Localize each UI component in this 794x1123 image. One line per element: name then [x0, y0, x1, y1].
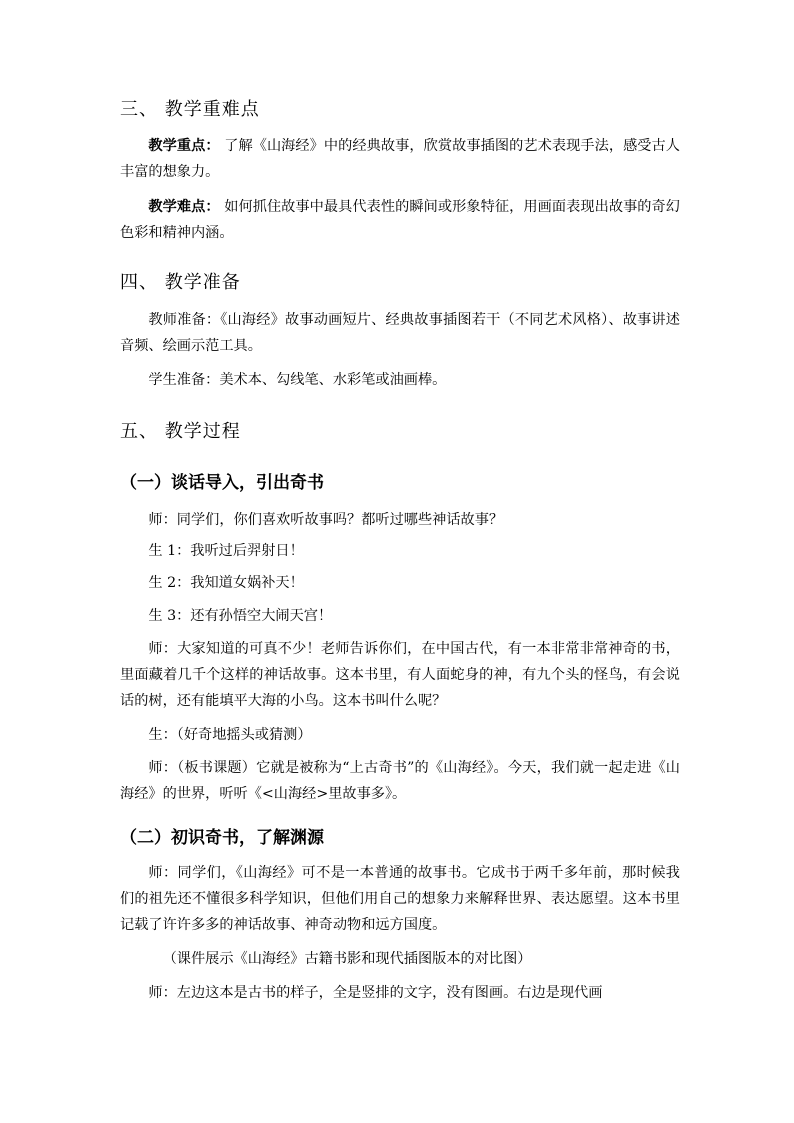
subsection-heading-origin: （二）初识奇书，了解渊源 [120, 828, 324, 848]
student-preparation: 学生准备：美术本、勾线笔、水彩笔或油画棒。 [148, 372, 447, 388]
dialogue-student-2: 生 2：我知道女娲补天！ [148, 575, 304, 591]
dialogue-teacher-4: 师：同学们，《山海经》可不是一本普通的故事书。它成书于两千多年前，那时候我们的祖先还不懂很多科学知识，但他们用自己的想象力来解释世界、表达愿望。这本书里记载了许许多多的神话故事、神奇动物和远方国度。 [120, 865, 680, 933]
section-heading-key-points: 三、 教学重难点 [120, 99, 260, 120]
dialogue-student-1: 生 1：我听过后羿射日！ [148, 543, 304, 559]
dialogue-teacher-5: 师：左边这本是古书的样子，全是竖排的文字，没有图画。右边是现代画 [148, 985, 603, 1001]
key-point-label: 教学重点： [148, 138, 220, 154]
difficulty-text: 如何抓住故事中最具代表性的瞬间或形象特征，用画面表现出故事的奇幻色彩和精神内涵。 [120, 199, 680, 241]
courseware-note: （课件展示《山海经》古籍书影和现代插图版本的对比图） [162, 951, 532, 967]
dialogue-teacher-3: 师：（板书课题）它就是被称为“上古奇书”的《山海经》。今天，我们就一起走进《山海经》的世界，听听《<山海经>里故事多》。 [120, 760, 680, 802]
subsection-heading-intro: （一）谈话导入，引出奇书 [120, 473, 324, 493]
difficulty-label: 教学难点： [148, 199, 220, 215]
key-point-paragraph [120, 133, 680, 185]
section-heading-process: 五、 教学过程 [120, 421, 241, 442]
teacher-preparation: 教师准备：《山海经》故事动画短片、经典故事插图若干（不同艺术风格）、故事讲述音频、绘画示范工具。 [120, 312, 680, 354]
dialogue-student-3: 生 3：还有孙悟空大闹天宫！ [148, 608, 333, 624]
section-heading-preparation: 四、 教学准备 [120, 272, 241, 293]
dialogue-student-4: 生：（好奇地摇头或猜测） [148, 727, 312, 743]
difficulty-paragraph [120, 194, 680, 246]
dialogue-teacher-2: 师：大家知道的可真不少！老师告诉你们，在中国古代，有一本非常非常神奇的书，里面藏着几千个这样的神话故事。这本书里，有人面蛇身的神，有九个头的怪鸟，有会说话的树，还有能填平大海的小鸟。这本书叫什么呢？ [120, 641, 680, 709]
key-point-text: 了解《山海经》中的经典故事，欣赏故事插图的艺术表现手法，感受古人丰富的想象力。 [120, 138, 680, 180]
dialogue-teacher-1: 师：同学们，你们喜欢听故事吗？都听过哪些神话故事？ [148, 512, 504, 528]
